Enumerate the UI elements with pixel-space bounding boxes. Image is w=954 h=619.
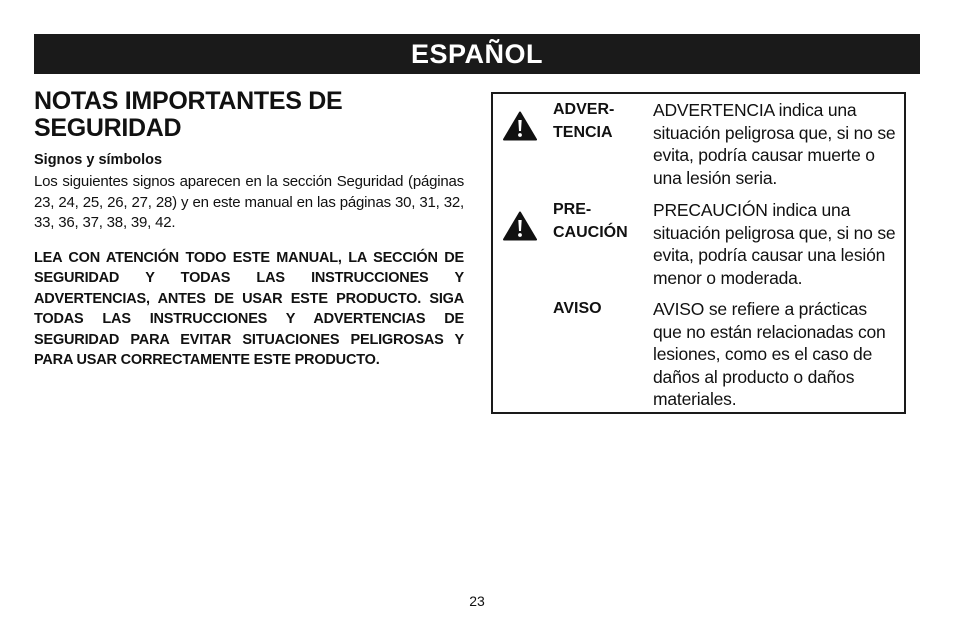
read-manual-warning: LEA CON ATENCIÓN TODO ESTE MANUAL, LA SECCIÓN DE SEGURIDAD Y TODAS LAS INSTRUCCIONES Y ADVERTENCIAS, ANTES DE USAR ESTE PRODUCTO. SIGA TODAS LAS INSTRUCCIONES Y ADVERTENCIAS DE SEGURIDAD PARA EVITAR SITUACIONES PELIGROSAS Y PARA USAR CORRECTAMENTE ESTE PRODUCTO.: [34, 249, 464, 368]
signal-description: ADVERTENCIA indica una situación peligrosa que, si no se evita, podría causar muerte o una lesión seria.: [653, 100, 896, 188]
language-banner: ESPAÑOL: [34, 34, 920, 74]
left-column: [34, 88, 464, 371]
signal-label: AVISO: [553, 300, 602, 317]
warning-triangle-icon: [503, 111, 537, 141]
signs-subheading: Signos y símbolos: [34, 152, 163, 168]
signal-label: ADVER- TENCIA: [553, 101, 615, 141]
signal-description: PRECAUCIÓN indica una situación peligrosa que, si no se evita, podría causar una lesión menor o moderada.: [653, 200, 896, 288]
page-number: 23: [469, 593, 485, 609]
signal-label: PRE- CAUCIÓN: [553, 201, 628, 241]
warning-triangle-icon: [503, 211, 537, 241]
signs-paragraph: Los siguientes signos aparecen en la sección Seguridad (páginas 23, 24, 25, 26, 27, 28) y en este manual en las páginas 30, 31, 32, 33, 36, 37, 38, 39, 42.: [34, 173, 464, 231]
signal-words-box: [491, 92, 906, 414]
signal-description: AVISO se refiere a prácticas que no están relacionadas con lesiones, como es el caso de daños al producto o daños materiales.: [653, 299, 886, 409]
section-title: NOTAS IMPORTANTES DE SEGURIDAD: [34, 87, 343, 142]
